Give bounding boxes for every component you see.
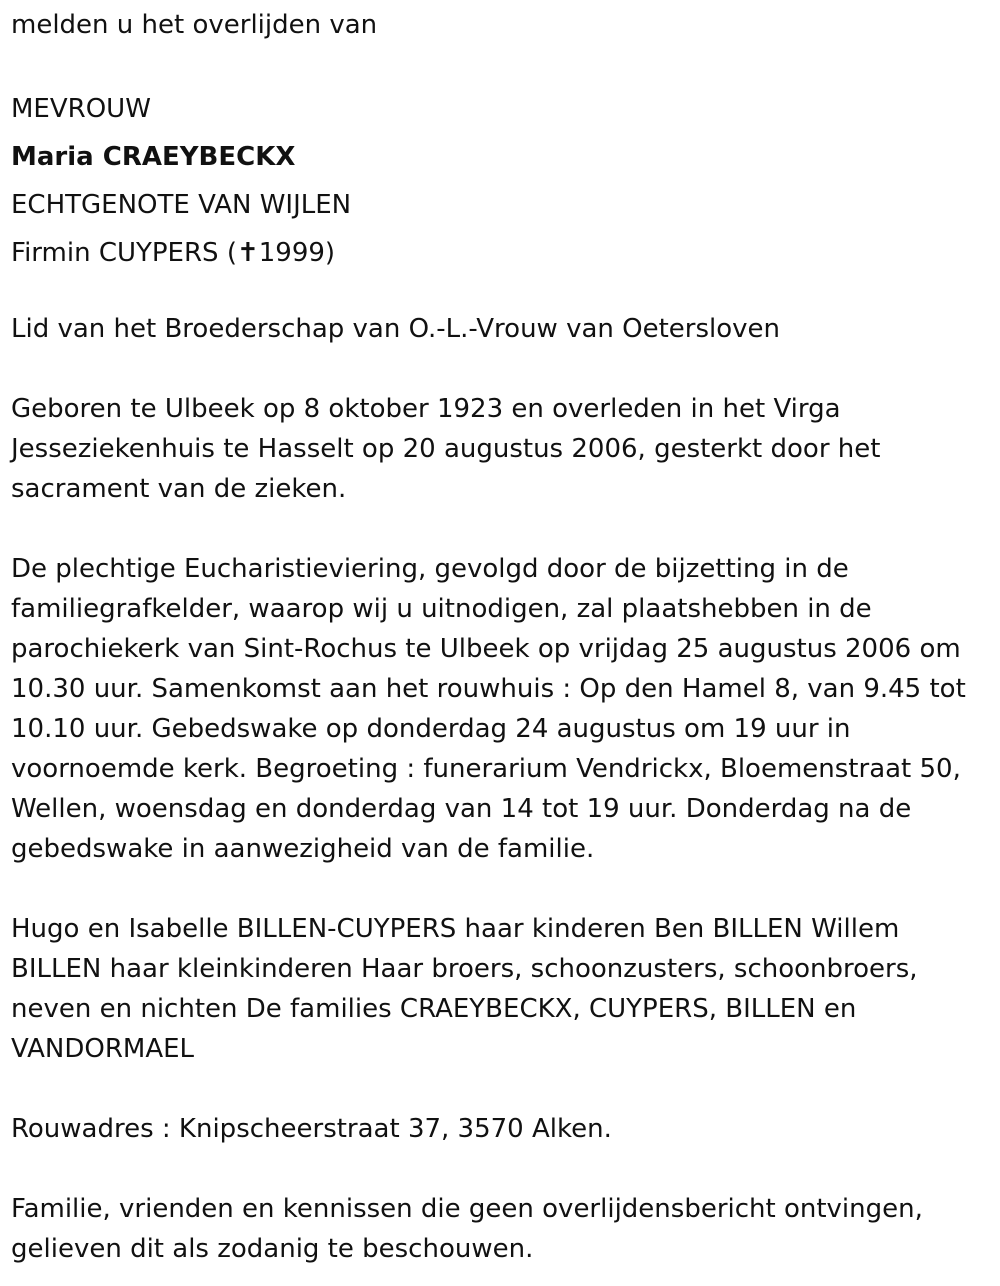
paragraph-line: voornoemde kerk. Begroeting : funerarium Vendrickx, Bloemenstraat 50, (11, 754, 961, 784)
paragraph-line: 10.10 uur. Gebedswake op donderdag 24 augustus om 19 uur in (11, 714, 851, 744)
paragraph-line: Wellen, woensdag en donderdag van 14 tot 19 uur. Donderdag na de (11, 794, 912, 824)
paragraph-line: De plechtige Eucharistieviering, gevolgd door de bijzetting in de (11, 554, 849, 584)
birth-death-paragraph (11, 389, 991, 509)
family-paragraph (11, 909, 991, 1069)
spouse-name: Firmin CUYPERS (✝1999) (11, 238, 336, 268)
paragraph-line: Jesseziekenhuis te Hasselt op 20 augustus 2006, gesterkt door het (11, 434, 881, 464)
deceased-name: Maria CRAEYBECKX (11, 142, 296, 172)
spacer (11, 45, 991, 85)
death-notice-document (11, 0, 991, 1269)
spacer (11, 349, 991, 389)
ceremony-paragraph (11, 549, 991, 869)
paragraph-line: Hugo en Isabelle BILLEN-CUYPERS haar kinderen Ben BILLEN Willem (11, 914, 900, 944)
spacer (11, 869, 991, 909)
mourning-address: Rouwadres : Knipscheerstraat 37, 3570 Alken. (11, 1114, 612, 1144)
paragraph-line: gebedswake in aanwezigheid van de familie. (11, 834, 595, 864)
honorific: MEVROUW (11, 94, 151, 124)
paragraph-line: sacrament van de zieken. (11, 474, 347, 504)
paragraph-line: BILLEN haar kleinkinderen Haar broers, schoonzusters, schoonbroers, (11, 954, 918, 984)
paragraph-line: familiegrafkelder, waarop wij u uitnodigen, zal plaatshebben in de (11, 594, 872, 624)
spouse-label: ECHTGENOTE VAN WIJLEN (11, 190, 352, 220)
spacer (11, 277, 991, 309)
paragraph-line: neven en nichten De families CRAEYBECKX, CUYPERS, BILLEN en (11, 994, 857, 1024)
spacer (11, 1069, 991, 1109)
paragraph-line: Geboren te Ulbeek op 8 oktober 1923 en overleden in het Virga (11, 394, 841, 424)
closing-paragraph (11, 1189, 991, 1269)
paragraph-line: VANDORMAEL (11, 1034, 195, 1064)
spacer (11, 509, 991, 549)
paragraph-line: gelieven dit als zodanig te beschouwen. (11, 1234, 534, 1264)
paragraph-line: parochiekerk van Sint-Rochus te Ulbeek op vrijdag 25 augustus 2006 om (11, 634, 961, 664)
spacer (11, 1149, 991, 1189)
paragraph-line: Familie, vrienden en kennissen die geen overlijdensbericht ontvingen, (11, 1194, 923, 1224)
membership-text: Lid van het Broederschap van O.-L.-Vrouw van Oetersloven (11, 314, 781, 344)
intro-text: melden u het overlijden van (11, 10, 378, 40)
paragraph-line: 10.30 uur. Samenkomst aan het rouwhuis : Op den Hamel 8, van 9.45 tot (11, 674, 966, 704)
